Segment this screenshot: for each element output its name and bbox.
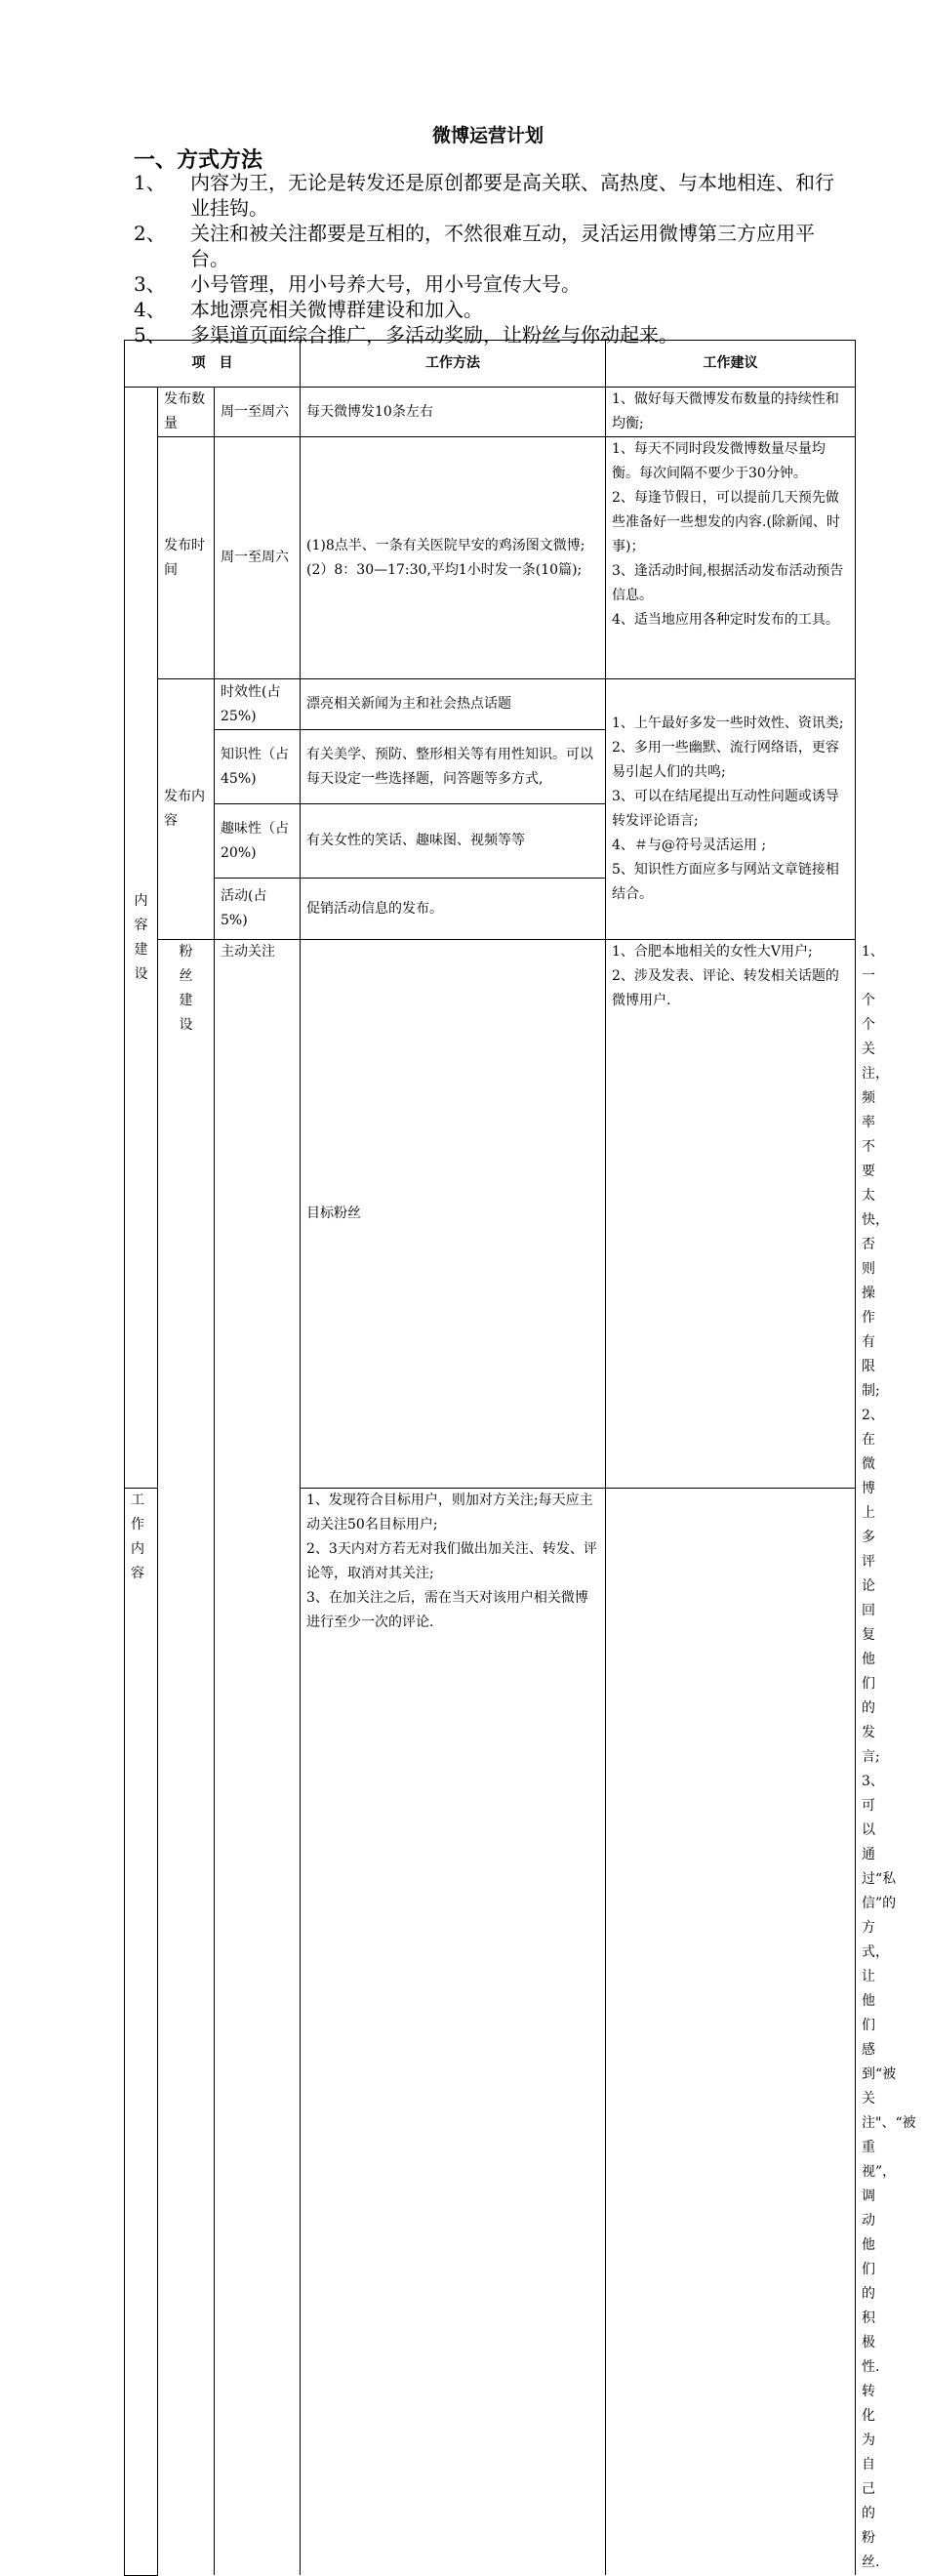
methods-list	[134, 170, 851, 348]
cell-method: 每天微博发10条左右	[301, 388, 606, 437]
item-number: 3、	[134, 272, 166, 296]
cell-type: 活动(占5%)	[215, 879, 301, 940]
cell-method: 有关女性的笑话、趣味图、视频等等	[301, 804, 606, 879]
plan-table	[124, 340, 916, 2576]
table-header-row	[125, 341, 856, 388]
cell-advice: 1、做好每天微博发布数量的持续性和均衡;	[606, 388, 856, 437]
item-text: 多渠道页面综合推广，多活动奖励，让粉丝与你动起来。	[190, 323, 678, 347]
cell-type: 趣味性（占20%)	[215, 804, 301, 879]
table-row	[125, 679, 856, 730]
cell-method: 有关美学、预防、整形相关等有用性知识。可以每天设定一些选择题，问答题等多方式,	[301, 730, 606, 804]
table-row	[125, 388, 856, 437]
item-number: 2、	[134, 222, 166, 245]
cell-type: 时效性(占25%)	[215, 679, 301, 730]
item-number: 1、	[134, 171, 166, 194]
item-text: 内容为王，无论是转发还是原创都要是高关联、高热度、与本地相连、和行业挂钩。	[190, 171, 834, 220]
cell-type: 知识性（占45%)	[215, 730, 301, 804]
cell-method: 1、合肥本地相关的女性大V用户; 2、涉及发表、评论、转发相关话题的微博用户.	[606, 940, 856, 1489]
cell-time: 周一至周六	[215, 388, 301, 437]
document-title: 微博运营计划	[431, 125, 544, 146]
section-fans-label: 粉丝建设	[158, 940, 215, 2576]
list-item	[134, 170, 851, 221]
item-number: 5、	[134, 323, 166, 347]
list-item	[134, 271, 851, 297]
cell-label: 发布数量	[158, 388, 215, 437]
header-advice: 工作建议	[606, 341, 856, 388]
cell-method: 漂亮相关新闻为主和社会热点话题	[301, 679, 606, 730]
cell-label: 主动关注	[215, 940, 301, 2576]
header-item: 项 目	[125, 341, 301, 388]
cell-method: 促销活动信息的发布。	[301, 879, 606, 940]
cell-label: 目标粉丝	[301, 940, 606, 1489]
cell-label: 发布内容	[158, 679, 215, 940]
list-item	[134, 221, 851, 271]
cell-method: (1)8点半、一条有关医院早安的鸡汤图文微博; (2）8：30—17:30,平均1小时发一条(10篇);	[301, 437, 606, 679]
section-content-label: 内容建设	[125, 388, 158, 1489]
table-row: 粉丝建设 主动关注 目标粉丝 1、合肥本地相关的女性大V用户; 2、涉及发表、评论、转发相关话题的微博用户. 1、一个个关注，频率不要太快，否则操作有限制; 2、在微博上多评论回复他们的发言; 3、可以通过“私信”的方式，让他们感到“被关注"、“被重视”，调动他们的积极性.转化为自己的粉丝.	[125, 940, 856, 1489]
cell-time: 周一至周六	[215, 437, 301, 679]
section-heading: 一、方式方法	[134, 148, 263, 173]
cell-label: 发布时间	[158, 437, 215, 679]
header-method: 工作方法	[301, 341, 606, 388]
item-text: 小号管理，用小号养大号，用小号宣传大号。	[190, 272, 581, 296]
table-row	[125, 437, 856, 679]
cell-method: 1、发现符合目标用户，则加对方关注;每天应主动关注50名目标用户; 2、3天内对方若无对我们做出加关注、转发、评论等，取消对其关注; 3、在加关注之后，需在当天对该用户相关微博进行至少一次的评论.	[301, 1489, 606, 2575]
item-number: 4、	[134, 298, 166, 321]
item-text: 关注和被关注都要是互相的，不然很难互动，灵活运用微博第三方应用平台。	[190, 222, 815, 270]
list-item	[134, 297, 851, 322]
cell-label: 工作内容	[125, 1489, 158, 2575]
cell-advice: 1、每天不同时段发微博数量尽量均衡。每次间隔不要少于30分钟。 2、每逢节假日，可以提前几天预先做些准备好一些想发的内容.(除新闻、时事)； 3、逢活动时间,根据活动发布活动预告信息。 4、适当地应用各种定时发布的工具。	[606, 437, 856, 679]
cell-advice: 1、上午最好多发一些时效性、资讯类; 2、多用一些幽默、流行网络语，更容易引起人们的共鸣; 3、可以在结尾提出互动性问题或诱导转发评论语言; 4、＃与@符号灵活运用 ; 5、知识性方面应多与网站文章链接相结合。	[606, 679, 856, 940]
item-text: 本地漂亮相关微博群建设和加入。	[190, 298, 483, 321]
